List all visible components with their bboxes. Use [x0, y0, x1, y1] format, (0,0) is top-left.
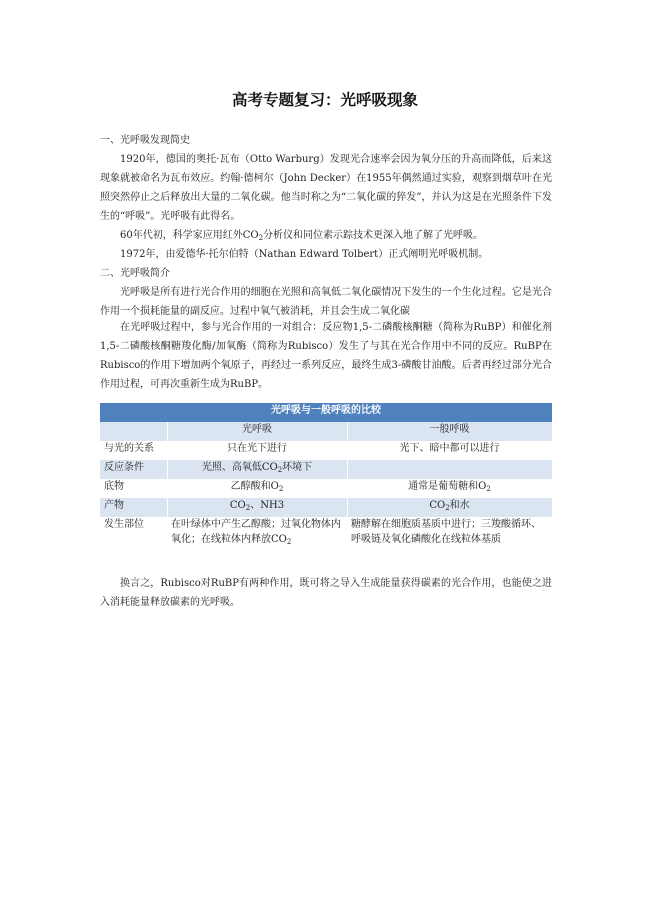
col-header-respiration: 一般呼吸	[347, 422, 552, 441]
closing-paragraph: 换言之，Rubisco对RuBP有两种作用，既可将之导入生成能量获得碳素的光合作用，也能使之进入消耗能量释放碳素的光呼吸。	[100, 578, 552, 608]
row-label: 产物	[100, 498, 167, 517]
closing-paragraph-block	[100, 574, 552, 612]
table-row	[100, 517, 552, 547]
table-title-row	[100, 403, 552, 422]
cell-photorespiration: $CO_2$、NH3	[167, 498, 347, 517]
cell-photorespiration: 只在光下进行	[167, 441, 347, 460]
cell-respiration: $CO_2$和水	[347, 498, 552, 517]
table-row	[100, 441, 552, 460]
row-label: 发生部位	[100, 517, 167, 547]
cell-respiration: 糖酵解在细胞质基质中进行；三羧酸循环、呼吸链及氧化磷酸化在线粒体基质	[347, 517, 552, 547]
table-title: 光呼吸与一般呼吸的比较	[100, 403, 552, 422]
section2-paragraph-1: 光呼吸是所有进行光合作用的细胞在光照和高氧低二氧化碳情况下发生的一个生化过程。它是光合作用一个损耗能量的副反应。过程中氧气被消耗，并且会生成二氧化碳	[100, 287, 552, 317]
cell-respiration	[347, 460, 552, 479]
comparison-table	[100, 403, 553, 547]
row-label: 反应条件	[100, 460, 167, 479]
section1-paragraph-1: 1920年，德国的奥托·瓦布（Otto Warburg）发现光合速率会因为氧分压的升高而降低，后来这现象就被命名为瓦布效应。约翰·德柯尔（John Decker）在1955年偶然通过实验，观察到烟草叶在光照突然停止之后释放出大量的二氧化碳。他当时称之为“二氧化碳的猝发”，并认为这是在光照条件下发生的“呼吸”。光呼吸有此得名。	[100, 154, 552, 222]
table-header-row	[100, 422, 552, 441]
page-title: 高考专题复习：光呼吸现象	[231, 91, 418, 109]
section-intro-paragraph	[100, 318, 552, 394]
table-row	[100, 460, 552, 479]
table-row	[100, 498, 552, 517]
section1-heading: 一、光呼吸发现简史	[100, 135, 190, 146]
cell-respiration: 光下、暗中都可以进行	[347, 441, 552, 460]
table-corner	[100, 422, 167, 441]
table-row	[100, 479, 552, 498]
cell-photorespiration: 乙醇酸和$O_2$	[167, 479, 347, 498]
section1-paragraph-3: 1972年，由爱德华·托尔伯特（Nathan Edward Tolbert）正式阐明光呼吸机制。	[120, 249, 489, 260]
row-label: 与光的关系	[100, 441, 167, 460]
row-label: 底物	[100, 479, 167, 498]
section2-heading: 二、光呼吸简介	[100, 268, 170, 279]
col-header-photorespiration: 光呼吸	[167, 422, 347, 441]
section1-paragraph-2: 60年代初，科学家应用红外$CO_2$分析仪和同位素示踪技术更深入地了解了光呼吸。	[120, 230, 484, 242]
cell-photorespiration: 在叶绿体中产生乙醇酸；过氧化物体内氧化；在线粒体内释放$CO_2$	[167, 517, 347, 547]
section-history	[100, 131, 552, 321]
cell-photorespiration: 光照、高氧低$CO_2$环境下	[167, 460, 347, 479]
cell-respiration: 通常是葡萄糖和$O_2$	[347, 479, 552, 498]
section2-paragraph-2: 在光呼吸过程中，参与光合作用的一对组合：反应物1,5-二磷酸核酮糖（简称为RuBP）和催化剂1,5-二磷酸核酮糖羧化酶/加氧酶（简称为Rubisco）发生了与其在光合作用中不同的反应。RuBP在Rubisco的作用下增加两个氧原子，再经过一系列反应，最终生成3-磷酸甘油酸。后者再经过部分光合作用过程，可再次重新生成为RuBP。	[100, 322, 552, 390]
